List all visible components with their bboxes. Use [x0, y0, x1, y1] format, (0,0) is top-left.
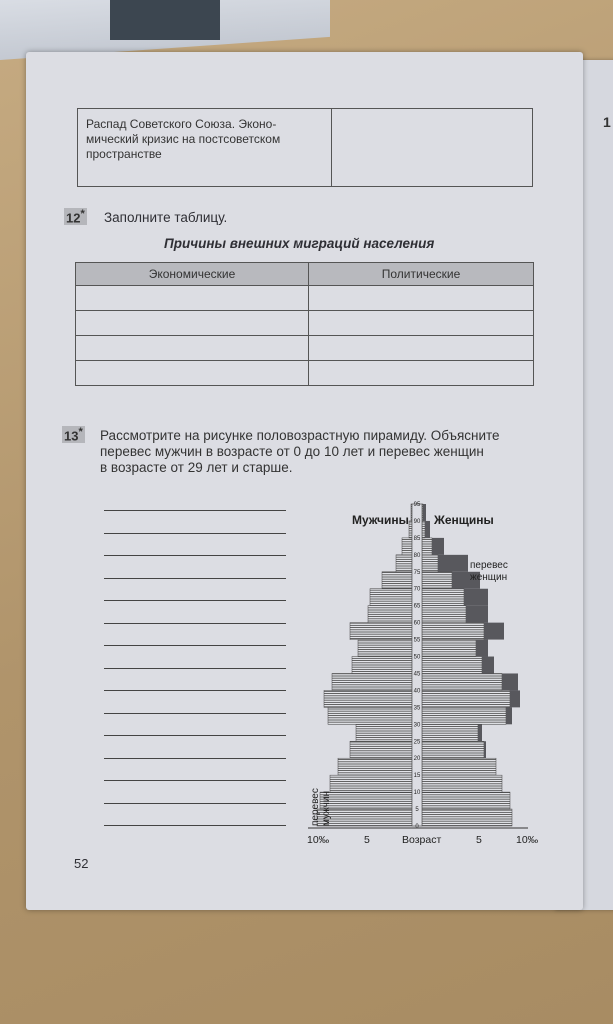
previous-table-cell [86, 117, 280, 162]
women-bar [422, 690, 510, 707]
women-bar [422, 572, 452, 589]
women-surplus-bar [438, 555, 468, 572]
annotation-women-line1: перевес [470, 560, 508, 571]
answer-line[interactable] [104, 713, 286, 714]
table-cell[interactable] [309, 336, 534, 361]
women-surplus-bar [482, 657, 494, 674]
task-12-number [64, 208, 87, 225]
table-cell[interactable] [76, 336, 309, 361]
population-pyramid-chart [298, 496, 558, 856]
table-row [76, 311, 534, 336]
task-number-text: 12 [66, 210, 81, 226]
task-text-line: перевес мужчин в возрасте от 0 до 10 лет и перевес женщин [100, 444, 484, 459]
men-bar [350, 623, 412, 640]
facing-page-number: 1 [603, 114, 611, 130]
age-tick-label: 50 [413, 654, 421, 661]
women-surplus-bar [425, 521, 430, 538]
men-bar [368, 606, 412, 623]
answer-line[interactable] [104, 825, 286, 826]
age-tick-label: 40 [413, 688, 421, 695]
men-bar [358, 640, 412, 657]
men-bar [332, 673, 412, 690]
cell-text-line: Распад Советского Союза. Эконо- [86, 117, 277, 131]
women-bar [422, 555, 438, 572]
table-cell[interactable] [309, 311, 534, 336]
women-bar [422, 758, 496, 775]
women-surplus-bar [484, 741, 486, 758]
answer-line[interactable] [104, 668, 286, 669]
cell-text-line: мический кризис на постсоветском [86, 132, 281, 146]
women-surplus-bar [484, 623, 504, 640]
answer-line[interactable] [104, 758, 286, 759]
women-bar [422, 673, 502, 690]
women-bar [422, 538, 432, 555]
task-12-instruction: Заполните таблицу. [104, 210, 228, 225]
book-cover-image [110, 0, 220, 40]
men-bar [402, 538, 412, 555]
x-label-left-max: 10‰ [307, 834, 330, 846]
women-surplus-bar [432, 538, 444, 555]
answer-line[interactable] [104, 780, 286, 781]
men-bar [382, 572, 412, 589]
men-bar [356, 724, 412, 741]
table-cell[interactable] [309, 286, 534, 311]
table-row [76, 336, 534, 361]
men-bar [396, 555, 412, 572]
previous-table [77, 108, 533, 187]
task-text-line: в возрасте от 29 лет и старше. [100, 460, 293, 475]
annotation-women-line2: женщин [470, 572, 508, 583]
men-bar [320, 792, 412, 809]
answer-line[interactable] [104, 600, 286, 601]
women-surplus-bar [506, 707, 512, 724]
age-tick-label: 20 [413, 756, 421, 763]
workbook-page [26, 52, 583, 910]
women-surplus-bar [466, 606, 488, 623]
women-bar [422, 741, 484, 758]
task-13-text [100, 428, 500, 476]
answer-line[interactable] [104, 690, 286, 691]
table-cell[interactable] [76, 286, 309, 311]
answer-line[interactable] [104, 578, 286, 579]
answer-line[interactable] [104, 645, 286, 646]
men-bar [324, 690, 412, 707]
column-header-economic: Экономические [76, 263, 309, 286]
women-surplus-bar [476, 640, 488, 657]
women-bar [422, 640, 476, 657]
age-tick-label: 0 [415, 824, 419, 830]
age-tick-label: 5 [415, 807, 419, 814]
women-bar [422, 521, 425, 538]
women-bar [422, 623, 484, 640]
men-bar [370, 589, 412, 606]
previous-table-divider [331, 109, 332, 186]
women-bar [422, 606, 466, 623]
age-tick-label: 60 [413, 620, 421, 627]
men-bar [350, 741, 412, 758]
women-bar [422, 724, 478, 741]
table-row [76, 361, 534, 386]
task-number-text: 13 [64, 428, 79, 444]
men-bar [338, 758, 412, 775]
cell-text-line: пространстве [86, 147, 162, 161]
column-header-political: Политические [309, 263, 534, 286]
men-bar [352, 657, 412, 674]
x-label-right-max: 10‰ [516, 834, 539, 846]
table-row [76, 286, 534, 311]
table-header-row [76, 263, 534, 286]
age-tick-label: 75 [413, 569, 421, 576]
table-cell[interactable] [309, 361, 534, 386]
women-surplus-bar [502, 673, 518, 690]
answer-line[interactable] [104, 510, 286, 511]
women-bar [422, 809, 512, 826]
women-surplus-bar [510, 690, 520, 707]
answer-line[interactable] [104, 735, 286, 736]
answer-line[interactable] [104, 533, 286, 534]
answer-line[interactable] [104, 555, 286, 556]
page-number: 52 [74, 856, 89, 871]
men-bar [328, 707, 412, 724]
women-bar [422, 589, 464, 606]
women-bar [422, 775, 502, 792]
women-surplus-bar [478, 724, 482, 741]
age-tick-label: 55 [413, 637, 421, 644]
age-tick-label: 30 [413, 722, 421, 729]
women-bar [422, 792, 510, 809]
men-bar [409, 521, 412, 538]
x-label-age: Возраст [402, 834, 442, 846]
age-tick-label: 90 [413, 518, 421, 525]
age-tick-label: 15 [413, 773, 421, 780]
task-13-number [62, 426, 85, 443]
x-label-left-5: 5 [364, 834, 370, 846]
men-bar [330, 775, 412, 792]
migration-reasons-table [75, 262, 534, 386]
age-tick-label: 95 [413, 502, 421, 508]
age-tick-label: 70 [413, 586, 421, 593]
women-bar [422, 707, 506, 724]
table-cell[interactable] [76, 311, 309, 336]
age-tick-label: 80 [413, 552, 421, 559]
label-women: Женщины [434, 513, 494, 527]
table-cell[interactable] [76, 361, 309, 386]
answer-line[interactable] [104, 803, 286, 804]
annotation-men-line1: перевес [310, 788, 321, 826]
women-surplus-bar [423, 504, 426, 521]
age-tick-label: 25 [413, 739, 421, 746]
women-surplus-bar [464, 589, 488, 606]
age-tick-label: 45 [413, 671, 421, 678]
age-tick-label: 65 [413, 603, 421, 610]
answer-line[interactable] [104, 623, 286, 624]
task-star: * [78, 426, 83, 438]
women-bar [422, 657, 482, 674]
x-label-right-5: 5 [476, 834, 482, 846]
table-title: Причины внешних миграций населения [164, 236, 435, 251]
label-men: Мужчины [352, 513, 409, 527]
task-star: * [80, 208, 85, 220]
annotation-men-line2: мужчин [321, 791, 332, 826]
age-tick-label: 35 [413, 705, 421, 712]
task-text-line: Рассмотрите на рисунке половозрастную пирамиду. Объясните [100, 428, 500, 443]
age-tick-label: 10 [413, 790, 421, 797]
age-tick-label: 85 [413, 535, 421, 542]
